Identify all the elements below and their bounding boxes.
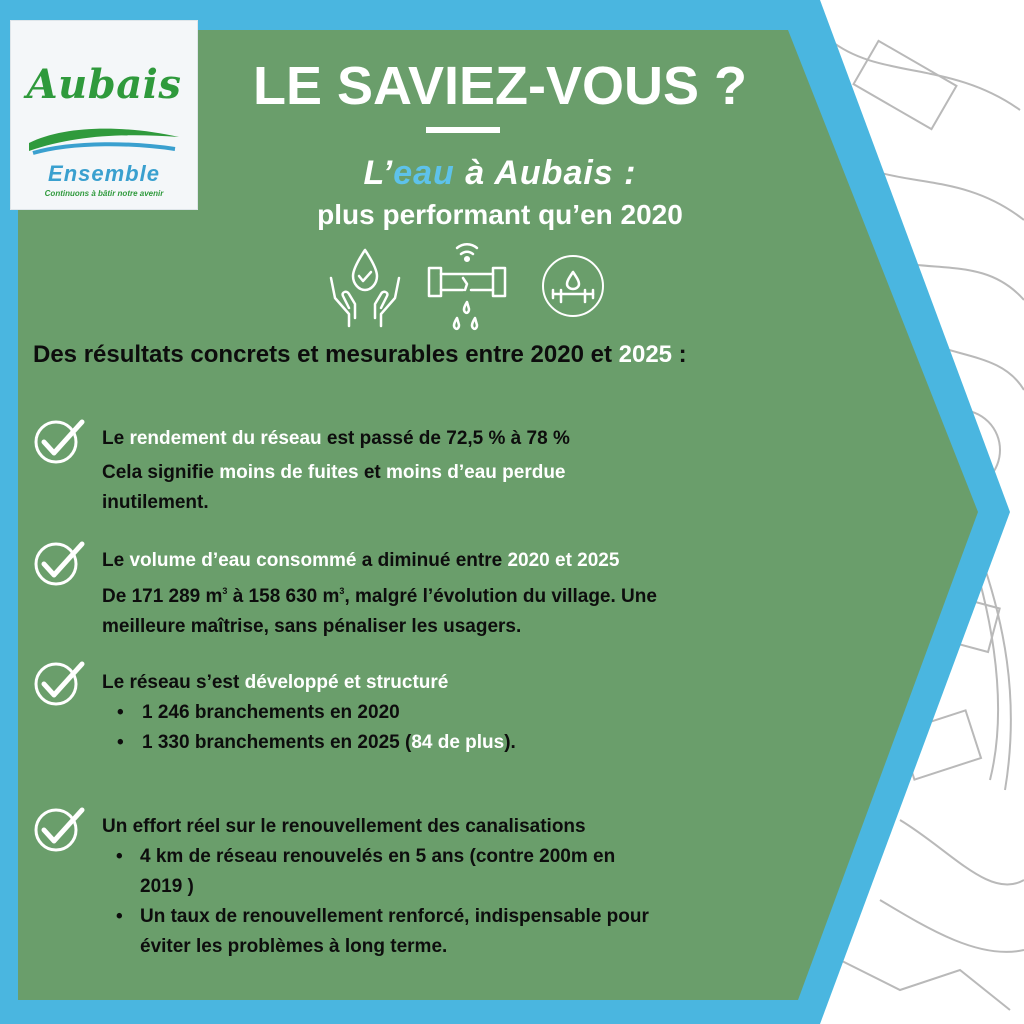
intro-heading: Des résultats concrets et mesurables entre 2020 et 2025 : (33, 341, 687, 368)
result-item-volume: Le volume d’eau consommé a diminué entre 2020 et 2025 De 171 289 $m^3$ à 158 630 $m^3$, malgré l’évolution du village. Une meilleure maîtrise, sans pénaliser les usagers. (102, 550, 657, 637)
page-title: LE SAVIEZ-VOUS ? (252, 56, 748, 116)
result-item-canalisations: Un effort réel sur le renouvellement des canalisations • 4 km de réseau renouvelés en 5 ans (contre 200m en 2019 ) • Un taux de renouvellement renforcé, indispensable pour éviter les problèmes à long terme. (102, 812, 862, 962)
water-meter-icon (543, 256, 603, 316)
title-divider (426, 127, 500, 133)
check-icon (32, 658, 88, 708)
result-item-reseau: Le réseau s’est développé et structuré • 1 246 branchements en 2020 • 1 330 branchements en 2025 (84 de plus). (102, 668, 862, 758)
result-item-rendement: Le rendement du réseau est passé de 72,5 % à 78 % Cela signifie moins de fuites et moins d’eau perdue inutilement. (102, 428, 570, 513)
check-icon (32, 416, 88, 466)
hands-water-drop-icon (331, 250, 399, 326)
page-subtitle: L’eau à Aubais : (363, 154, 637, 192)
check-icon (32, 804, 88, 854)
page-tagline: plus performant qu’en 2020 (317, 199, 683, 230)
logo-name: Aubais (26, 61, 182, 108)
logo-subtitle: Ensemble (48, 161, 160, 186)
logo-wave-icon (25, 121, 183, 161)
aubais-ensemble-logo (10, 20, 198, 210)
logo-tagline: Continuons à bâtir notre avenir (44, 189, 164, 198)
leaking-pipe-wifi-icon (429, 244, 505, 329)
check-icon (32, 538, 88, 588)
theme-icons (325, 238, 605, 338)
